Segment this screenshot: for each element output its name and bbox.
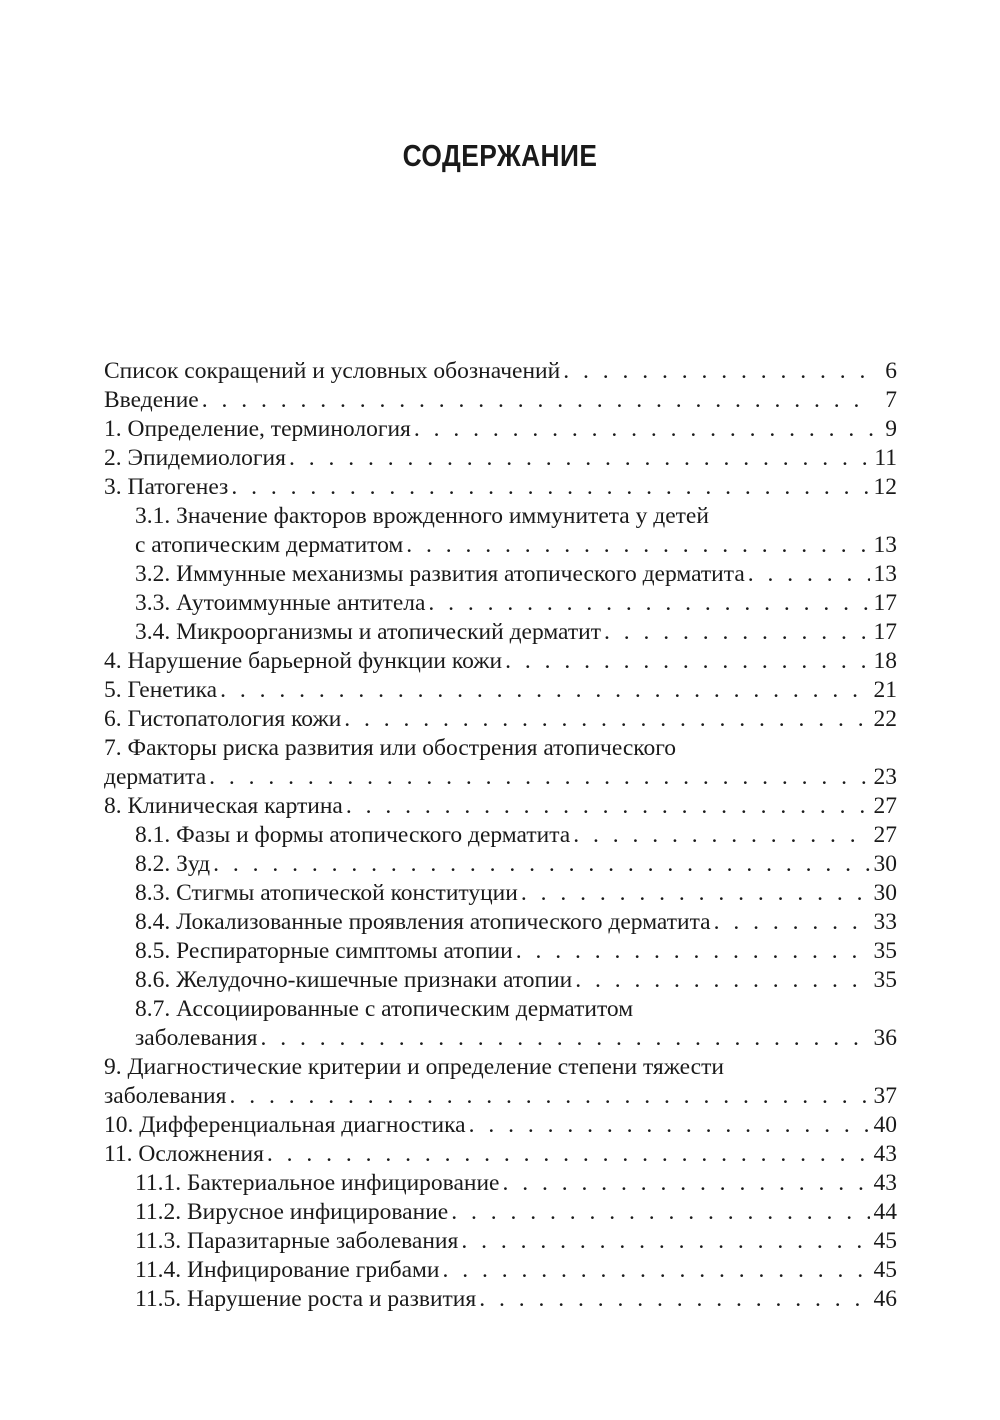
- toc-entry[interactable]: [104, 444, 897, 473]
- toc-entry-title: 4. Нарушение барьерной функции кожи: [104, 648, 503, 674]
- toc-entry-title: 8.7. Ассоциированные с атопическим дерматитом: [135, 996, 634, 1022]
- toc-dot-leader: [209, 763, 869, 792]
- toc-entry-title: 3.1. Значение факторов врожденного иммунитета у детей: [135, 503, 709, 529]
- toc-entry-title: 3. Патогенез: [104, 474, 229, 500]
- toc-page-number: 35: [873, 967, 897, 993]
- toc-page-number: 13: [873, 561, 897, 587]
- toc-entry-title: заболевания: [104, 1083, 227, 1109]
- toc-entry-title: 7. Факторы риска развития или обострения атопического: [104, 735, 677, 761]
- toc-page-number: 45: [873, 1228, 897, 1254]
- toc-entry[interactable]: [104, 1285, 897, 1314]
- toc-entry-title: 2. Эпидемиология: [104, 445, 286, 471]
- toc-page-number: 27: [873, 793, 897, 819]
- toc-entry[interactable]: [104, 1140, 897, 1169]
- toc-entry[interactable]: [104, 995, 897, 1024]
- toc-dot-leader: [229, 1082, 869, 1111]
- toc-entry-title: 8.6. Желудочно-кишечные признаки атопии: [135, 967, 573, 993]
- toc-page-number: 21: [873, 677, 897, 703]
- toc-entry[interactable]: [104, 589, 897, 618]
- toc-entry[interactable]: [104, 1111, 897, 1140]
- toc-entry[interactable]: [104, 618, 897, 647]
- toc-entry-title: 11. Осложнения: [104, 1141, 264, 1167]
- toc-page-number: 30: [873, 880, 897, 906]
- toc-dot-leader: [213, 850, 869, 879]
- toc-entry[interactable]: [104, 734, 897, 763]
- toc-entry[interactable]: [104, 1256, 897, 1285]
- toc-page-number: 36: [873, 1025, 897, 1051]
- toc-entry[interactable]: [104, 1024, 897, 1053]
- toc-page-number: 13: [873, 532, 897, 558]
- toc-entry-title: 5. Генетика: [104, 677, 218, 703]
- toc-entry[interactable]: [104, 1169, 897, 1198]
- toc-entry-title: Список сокращений и условных обозначений: [104, 358, 561, 384]
- toc-dot-leader: [575, 966, 869, 995]
- toc-page-number: 23: [873, 764, 897, 790]
- toc-page-number: 43: [873, 1170, 897, 1196]
- toc-entry-title: 11.2. Вирусное инфицирование: [135, 1199, 449, 1225]
- toc-page-number: 35: [873, 938, 897, 964]
- toc-entry-title: 11.5. Нарушение роста и развития: [135, 1286, 477, 1312]
- toc-dot-leader: [516, 937, 870, 966]
- toc-entry-title: дерматита: [104, 764, 207, 790]
- toc-entry[interactable]: [104, 415, 897, 444]
- toc-dot-leader: [521, 879, 870, 908]
- toc-entry[interactable]: [104, 647, 897, 676]
- toc-entry[interactable]: [104, 560, 897, 589]
- toc-page-number: 11: [874, 445, 897, 471]
- toc-entry-title: 8.2. Зуд: [135, 851, 211, 877]
- toc-dot-leader: [748, 560, 870, 589]
- toc-dot-leader: [406, 531, 869, 560]
- toc-entry-title: 6. Гистопатология кожи: [104, 706, 342, 732]
- toc-entry[interactable]: [104, 879, 897, 908]
- toc-entry[interactable]: [104, 531, 897, 560]
- toc-dot-leader: [442, 1256, 869, 1285]
- toc-entry-title: с атопическим дерматитом: [135, 532, 404, 558]
- toc-dot-leader: [428, 589, 869, 618]
- toc-dot-leader: [461, 1227, 869, 1256]
- table-of-contents: [104, 357, 897, 1314]
- toc-dot-leader: [231, 473, 869, 502]
- toc-entry[interactable]: [104, 676, 897, 705]
- toc-entry[interactable]: [104, 357, 897, 386]
- toc-entry-title: 8.4. Локализованные проявления атопического дерматита: [135, 909, 711, 935]
- toc-page-number: 17: [873, 619, 897, 645]
- toc-page-number: 40: [873, 1112, 897, 1138]
- toc-page-number: 45: [873, 1257, 897, 1283]
- toc-dot-leader: [260, 1024, 869, 1053]
- toc-dot-leader: [502, 1169, 869, 1198]
- toc-page-number: 6: [885, 358, 897, 384]
- toc-entry-title: 3.3. Аутоиммунные антитела: [135, 590, 426, 616]
- toc-entry[interactable]: [104, 792, 897, 821]
- toc-dot-leader: [714, 908, 870, 937]
- toc-entry[interactable]: [104, 937, 897, 966]
- toc-entry[interactable]: [104, 966, 897, 995]
- toc-entry-title: 3.4. Микроорганизмы и атопический дерматит: [135, 619, 601, 645]
- toc-entry-title: 11.4. Инфицирование грибами: [135, 1257, 440, 1283]
- toc-dot-leader: [289, 444, 870, 473]
- toc-entry[interactable]: [104, 386, 897, 415]
- toc-page-number: 37: [873, 1083, 897, 1109]
- toc-page-number: 12: [873, 474, 897, 500]
- toc-entry[interactable]: [104, 908, 897, 937]
- toc-entry[interactable]: [104, 1053, 897, 1082]
- toc-entry-title: 11.1. Бактериальное инфицирование: [135, 1170, 500, 1196]
- toc-entry[interactable]: [104, 850, 897, 879]
- toc-dot-leader: [414, 415, 873, 444]
- toc-dot-leader: [346, 792, 870, 821]
- toc-entry-title: 3.2. Иммунные механизмы развития атопического дерматита: [135, 561, 745, 587]
- toc-dot-leader: [451, 1198, 869, 1227]
- toc-page-number: 44: [873, 1199, 897, 1225]
- toc-entry-title: Введение: [104, 387, 199, 413]
- toc-entry[interactable]: [104, 502, 897, 531]
- toc-dot-leader: [344, 705, 869, 734]
- toc-entry[interactable]: [104, 705, 897, 734]
- toc-entry-title: заболевания: [135, 1025, 258, 1051]
- toc-entry[interactable]: [104, 763, 897, 792]
- toc-entry[interactable]: [104, 1082, 897, 1111]
- toc-page-number: 30: [873, 851, 897, 877]
- toc-page-number: 9: [885, 416, 897, 442]
- toc-dot-leader: [469, 1111, 870, 1140]
- toc-dot-leader: [604, 618, 870, 647]
- toc-entry-title: 1. Определение, терминология: [104, 416, 411, 442]
- toc-dot-leader: [479, 1285, 869, 1314]
- toc-entry[interactable]: [104, 473, 897, 502]
- toc-page-number: 27: [873, 822, 897, 848]
- toc-page-number: 22: [873, 706, 897, 732]
- toc-dot-leader: [505, 647, 869, 676]
- toc-page-number: 7: [885, 387, 897, 413]
- toc-dot-leader: [573, 821, 869, 850]
- toc-page-number: 33: [873, 909, 897, 935]
- toc-entry[interactable]: [104, 1227, 897, 1256]
- toc-entry-title: 8.1. Фазы и формы атопического дерматита: [135, 822, 571, 848]
- toc-page-number: 43: [873, 1141, 897, 1167]
- toc-dot-leader: [202, 386, 873, 415]
- toc-page-number: 17: [873, 590, 897, 616]
- toc-entry[interactable]: [104, 821, 897, 850]
- toc-entry-title: 9. Диагностические критерии и определение степени тяжести: [104, 1054, 724, 1080]
- toc-entry-title: 8.5. Респираторные симптомы атопии: [135, 938, 513, 964]
- toc-entry-title: 11.3. Паразитарные заболевания: [135, 1228, 459, 1254]
- toc-page-number: 46: [873, 1286, 897, 1312]
- toc-entry-title: 8.3. Стигмы атопической конституции: [135, 880, 518, 906]
- toc-page-number: 18: [873, 648, 897, 674]
- toc-entry-title: 8. Клиническая картина: [104, 793, 343, 819]
- toc-dot-leader: [220, 676, 869, 705]
- page-title: СОДЕРЖАНИЕ: [402, 138, 598, 173]
- toc-entry-title: 10. Дифференциальная диагностика: [104, 1112, 466, 1138]
- toc-dot-leader: [563, 357, 873, 386]
- toc-entry[interactable]: [104, 1198, 897, 1227]
- toc-dot-leader: [267, 1140, 870, 1169]
